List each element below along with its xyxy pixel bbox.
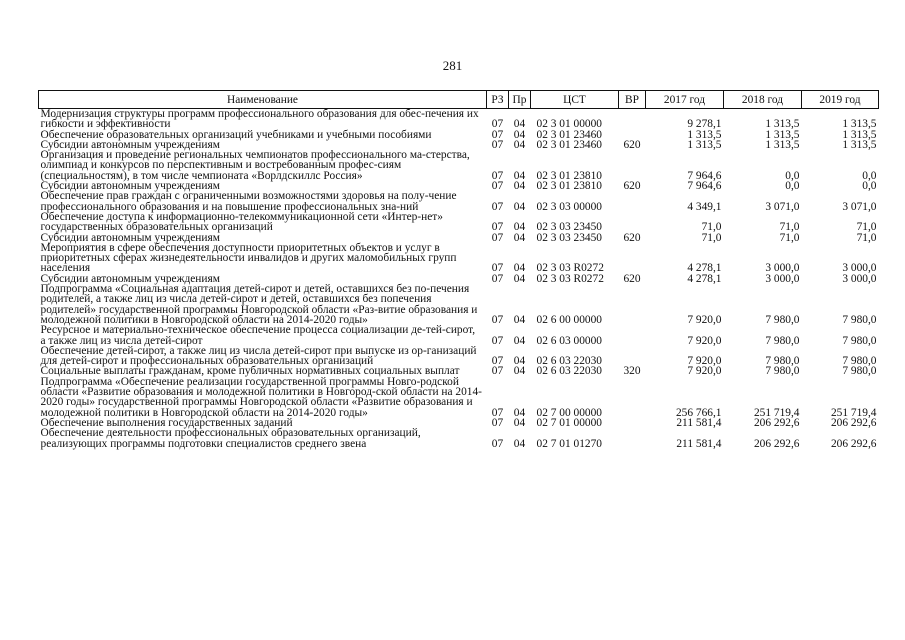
cell-name: Субсидии автономным учреждениям (40, 180, 220, 193)
cell-name: Субсидии автономным учреждениям (40, 231, 220, 244)
header-pr: Пр (509, 91, 531, 109)
table-row (39, 284, 879, 325)
cell-rz: 07 (491, 262, 504, 275)
cell-name: Модернизация структуры программ профессионального образования для обес-печения их гибкости и эффективности (40, 108, 479, 131)
cell-vr: 320 (623, 365, 641, 378)
cell-vr (619, 150, 646, 181)
cell-2019: 1 313,5 (842, 138, 877, 151)
cell-vr (619, 418, 646, 428)
cell-rz: 07 (491, 272, 504, 285)
cell-2017: 1 313,5 (687, 128, 722, 141)
cell-2017: 1 313,5 (687, 138, 722, 151)
cell-pr: 04 (513, 231, 526, 244)
cell-rz: 07 (491, 231, 504, 244)
cell-vr (619, 284, 646, 325)
cell-2018: 71,0 (779, 221, 800, 234)
cell-name: Подпрограмма «Обеспечение реализации государственной программы Новго-родской области «Развитие образования и молодежной политики в Новгород-ской области на 2014-2020 годы» государственной программы Новгородской области «Развитие образования и молодежной политики в Новгородской области на 2014-2020 годы» (40, 375, 482, 419)
cell-vr (619, 212, 646, 233)
cell-cst: 02 3 03 00000 (536, 200, 602, 213)
cell-pr: 04 (513, 180, 526, 193)
cell-2019: 7 980,0 (842, 355, 877, 368)
budget-table (38, 90, 879, 449)
table-row (39, 325, 879, 346)
cell-rz: 07 (491, 437, 504, 450)
cell-cst: 02 3 03 R0272 (536, 272, 604, 285)
cell-cst: 02 6 03 22030 (536, 365, 602, 378)
cell-cst: 02 3 01 23810 (536, 169, 602, 182)
cell-cst: 02 6 00 00000 (536, 313, 602, 326)
table-row (39, 428, 879, 449)
cell-vr (619, 191, 646, 212)
cell-2018: 7 980,0 (765, 313, 800, 326)
cell-2019: 7 980,0 (842, 313, 877, 326)
cell-pr: 04 (513, 169, 526, 182)
header-cst: ЦСТ (531, 91, 619, 109)
header-name: Наименование (39, 91, 487, 109)
cell-2017: 7 920,0 (687, 313, 722, 326)
cell-name: Социальные выплаты гражданам, кроме публичных нормативных социальных выплат (40, 365, 460, 378)
cell-vr (619, 428, 646, 449)
table-header-row (39, 91, 879, 109)
cell-2019: 251 719,4 (830, 406, 877, 419)
page-number: 281 (442, 58, 463, 73)
cell-name: Обеспечение деятельности профессиональных образовательных организаций, реализующих программы подготовки специалистов среднего звена (40, 427, 421, 450)
cell-2018: 0,0 (785, 180, 800, 193)
cell-2018: 206 292,6 (753, 416, 800, 429)
cell-2017: 211 581,4 (676, 416, 722, 429)
cell-2018: 1 313,5 (765, 128, 800, 141)
cell-2017: 7 920,0 (687, 355, 722, 368)
cell-name: Обеспечение доступа к информационно-телекоммуникационной сети «Интер-нет» государственных образовательных организаций (40, 210, 443, 234)
cell-2017: 7 920,0 (687, 365, 722, 378)
cell-pr: 04 (513, 200, 526, 213)
cell-2017: 256 766,1 (675, 406, 722, 419)
cell-name: Субсидии автономным учреждениям (40, 272, 220, 285)
cell-2017: 9 278,1 (687, 118, 722, 131)
cell-2018: 206 292,6 (753, 437, 800, 450)
cell-pr: 04 (513, 334, 526, 347)
cell-rz: 07 (491, 355, 504, 368)
table-row (39, 346, 879, 367)
cell-vr (619, 325, 646, 346)
cell-2018: 7 980,0 (765, 355, 800, 368)
cell-rz: 07 (491, 200, 504, 213)
cell-pr: 04 (513, 313, 526, 326)
cell-pr: 04 (513, 416, 526, 429)
cell-cst: 02 3 01 23810 (536, 180, 602, 193)
cell-rz: 07 (491, 406, 504, 419)
cell-2019: 0,0 (862, 180, 877, 193)
cell-pr: 04 (513, 365, 526, 378)
cell-cst: 02 3 03 R0272 (536, 262, 604, 275)
cell-rz: 07 (491, 365, 504, 378)
cell-2017: 4 278,1 (687, 262, 722, 275)
table-row (39, 109, 879, 130)
cell-2019: 1 313,5 (842, 118, 877, 131)
cell-name: Обеспечение детей-сирот, а также лиц из числа детей-сирот при выпуске из ор-ганизаций для детей-сирот и профессиональных образовательных организаций (40, 344, 477, 368)
cell-pr: 04 (513, 118, 526, 131)
cell-cst: 02 3 01 23460 (536, 138, 602, 151)
cell-2017: 7 964,6 (687, 169, 722, 182)
cell-name: Ресурсное и материально-техническое обеспечение процесса социализации де-тей-сирот, а также лиц из числа детей-сирот (40, 324, 476, 347)
cell-2018: 7 980,0 (765, 334, 800, 347)
cell-2019: 3 071,0 (842, 200, 877, 213)
cell-rz: 07 (491, 334, 504, 347)
cell-cst: 02 7 00 00000 (536, 406, 602, 419)
table-row (39, 191, 879, 212)
cell-pr: 04 (513, 138, 526, 151)
cell-vr (619, 109, 646, 130)
cell-cst: 02 7 01 01270 (536, 437, 602, 450)
cell-2019: 206 292,6 (830, 437, 877, 450)
cell-vr (619, 346, 646, 367)
cell-rz: 07 (491, 180, 504, 193)
cell-cst: 02 3 01 23460 (536, 128, 602, 141)
cell-2017: 71,0 (701, 221, 722, 234)
cell-2019: 7 980,0 (842, 365, 877, 378)
cell-cst: 02 7 01 00000 (536, 416, 602, 429)
cell-2018: 3 000,0 (765, 272, 800, 285)
cell-pr: 04 (513, 406, 526, 419)
cell-pr: 04 (513, 262, 526, 275)
cell-rz: 07 (491, 313, 504, 326)
cell-vr: 620 (623, 138, 641, 151)
cell-2018: 0,0 (785, 169, 800, 182)
cell-name: Подпрограмма «Социальная адаптация детей-сирот и детей, оставшихся без по-печения родителей, а также лиц из числа детей-сирот и детей, оставшихся без попечения родителей» государственной программы Новгородской области «Раз-витие образования и молодежной политики в Новгородской области на 2014-2020 годы» (40, 283, 478, 326)
cell-pr: 04 (513, 355, 526, 368)
cell-cst: 02 3 03 23450 (536, 221, 602, 234)
cell-2019: 3 000,0 (842, 272, 877, 285)
header-2019: 2019 год (802, 91, 879, 109)
cell-name: Мероприятия в сфере обеспечения доступности приоритетных объектов и услуг в приоритетных сферах жизнедеятельности инвалидов и других маломобильных групп населения (40, 241, 457, 275)
cell-pr: 04 (513, 128, 526, 141)
cell-cst: 02 3 03 23450 (536, 231, 602, 244)
table-row (39, 212, 879, 233)
table-row (39, 243, 879, 274)
cell-vr (619, 377, 646, 418)
cell-pr: 04 (513, 437, 526, 450)
table-row (39, 150, 879, 181)
cell-2018: 251 719,4 (753, 406, 800, 419)
cell-rz: 07 (491, 221, 504, 234)
cell-2019: 206 292,6 (830, 416, 877, 429)
cell-2017: 4 278,1 (687, 272, 722, 285)
header-2018: 2018 год (724, 91, 802, 109)
cell-rz: 07 (491, 416, 504, 429)
header-vr: ВР (619, 91, 646, 109)
cell-2019: 3 000,0 (842, 262, 877, 275)
cell-2018: 1 313,5 (765, 118, 800, 131)
cell-vr: 620 (623, 180, 641, 193)
cell-rz: 07 (491, 128, 504, 141)
cell-2017: 7 920,0 (687, 334, 722, 347)
cell-2017: 211 581,4 (676, 437, 722, 450)
cell-2019: 71,0 (856, 221, 877, 234)
cell-cst: 02 3 01 00000 (536, 118, 602, 131)
cell-name: Обеспечение прав граждан с ограниченными возможностями здоровья на полу-чение профессионального образования и на повышение профессиональных зна-ний (40, 190, 457, 213)
cell-vr: 620 (623, 231, 641, 244)
cell-2018: 71,0 (779, 231, 800, 244)
cell-2017: 4 349,1 (687, 200, 722, 213)
table-body (39, 109, 879, 449)
cell-name: Организация и проведение региональных чемпионатов профессионального ма-стерства, олимпиад и конкурсов по перспективным и востребованным профес-сиям (специальностям), в том числе чемпионата «Ворлдскиллс Россия» (40, 149, 470, 182)
cell-pr: 04 (513, 221, 526, 234)
cell-2019: 71,0 (856, 231, 877, 244)
cell-name: Обеспечение выполнения государственных заданий (40, 416, 293, 429)
cell-name: Субсидии автономным учреждениям (40, 138, 220, 151)
cell-name: Обеспечение образовательных организаций учебниками и учебными пособиями (40, 128, 432, 141)
cell-2019: 7 980,0 (842, 334, 877, 347)
header-rz: РЗ (487, 91, 509, 109)
cell-cst: 02 6 03 00000 (536, 334, 602, 347)
cell-2017: 7 964,6 (687, 180, 722, 193)
cell-vr (619, 243, 646, 274)
table-row (39, 377, 879, 418)
cell-rz: 07 (491, 169, 504, 182)
cell-vr: 620 (623, 272, 641, 285)
cell-rz: 07 (491, 118, 504, 131)
cell-2017: 71,0 (701, 231, 722, 244)
cell-rz: 07 (491, 138, 504, 151)
cell-pr: 04 (513, 272, 526, 285)
cell-2018: 7 980,0 (765, 365, 800, 378)
cell-2019: 0,0 (862, 169, 877, 182)
cell-2018: 3 071,0 (765, 200, 800, 213)
cell-cst: 02 6 03 22030 (536, 355, 602, 368)
cell-2019: 1 313,5 (842, 128, 877, 141)
cell-2018: 1 313,5 (765, 138, 800, 151)
header-2017: 2017 год (646, 91, 724, 109)
cell-2018: 3 000,0 (765, 262, 800, 275)
